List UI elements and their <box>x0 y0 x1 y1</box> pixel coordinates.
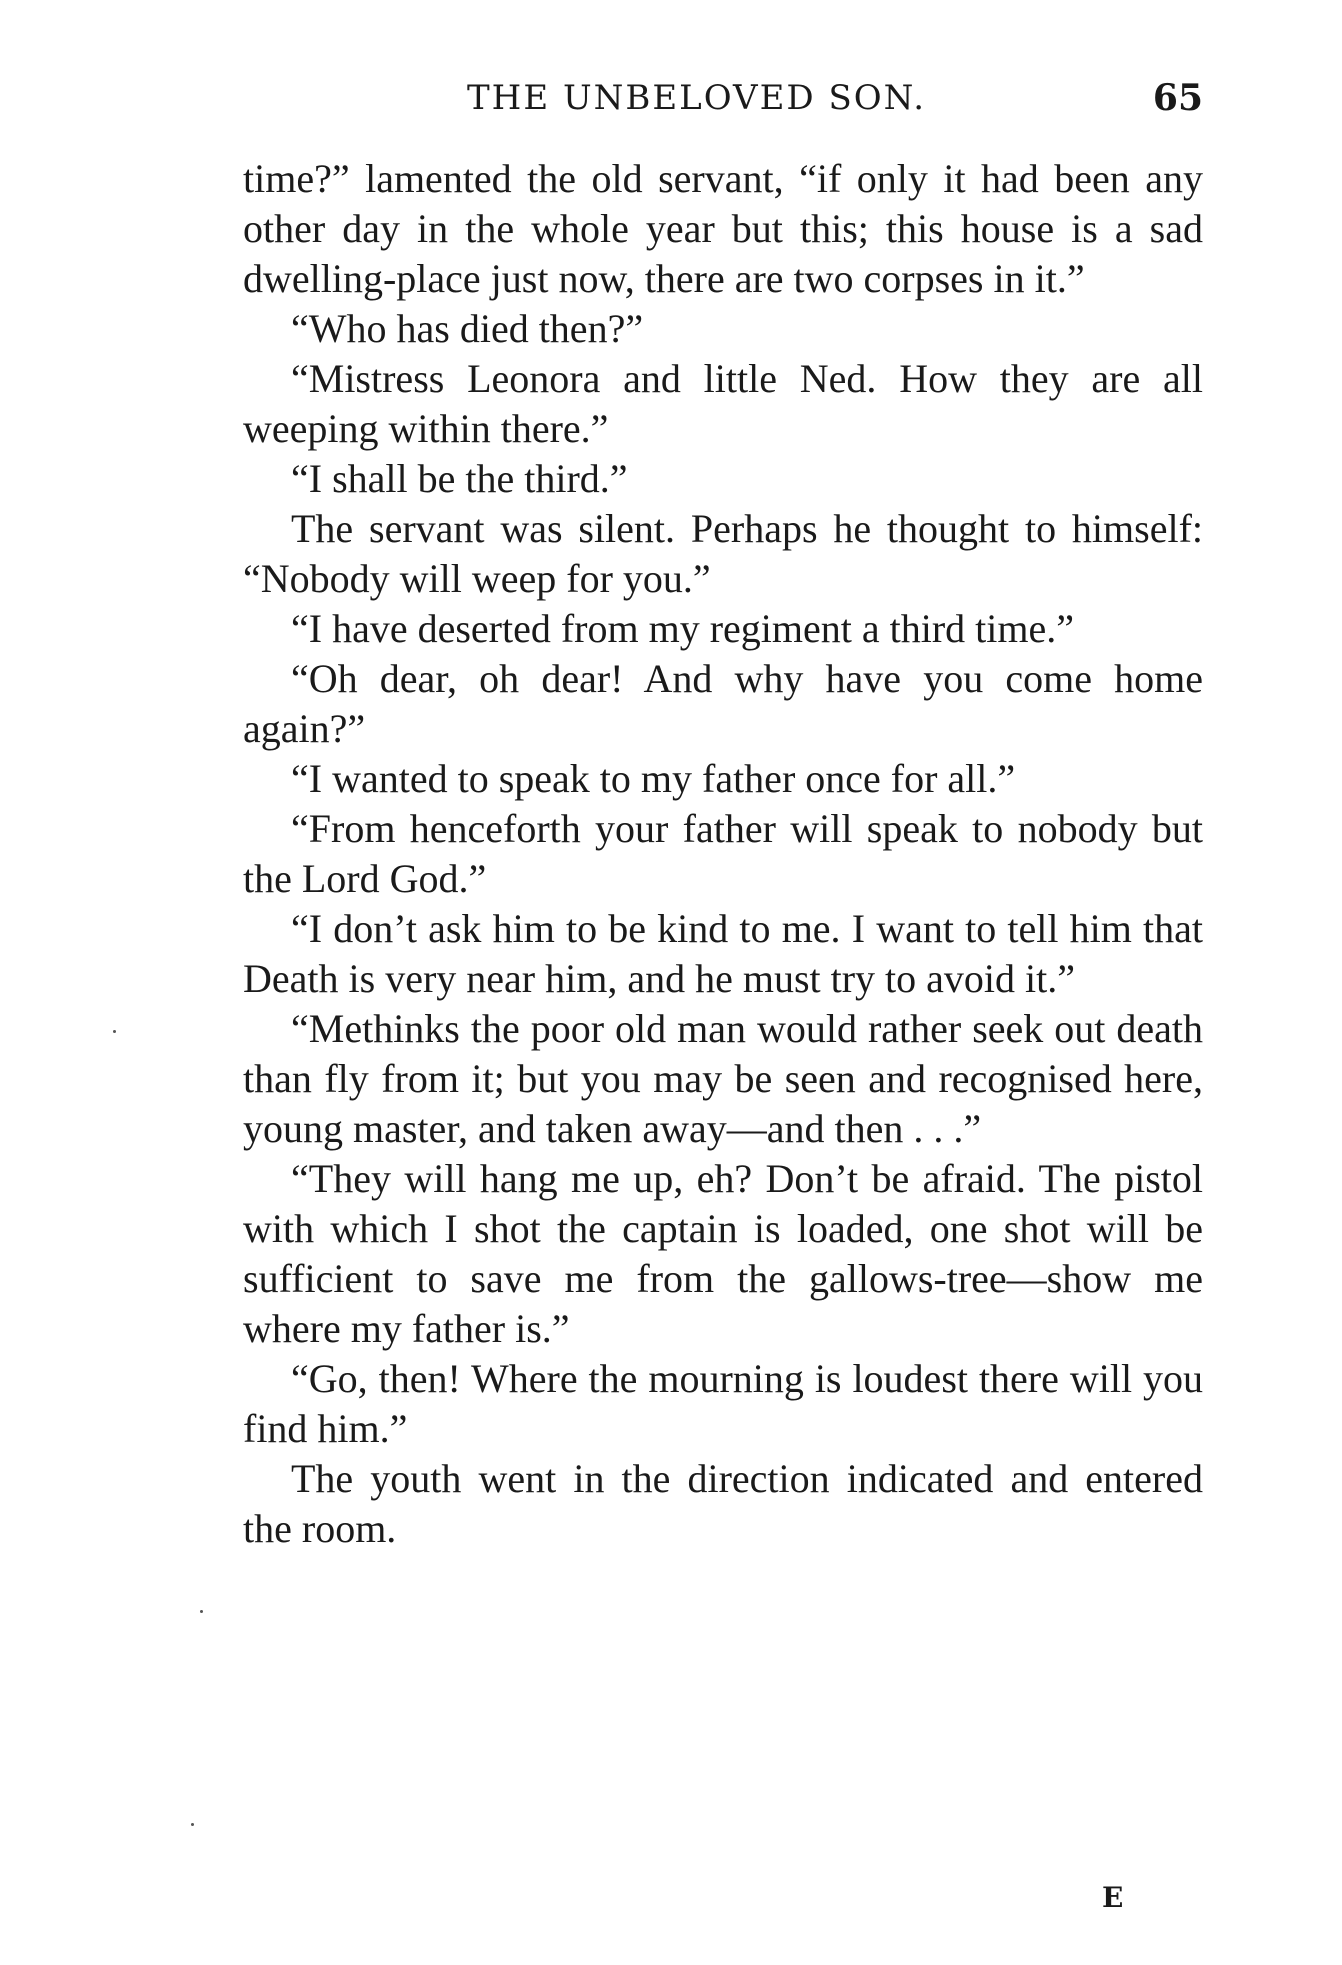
paragraph: “Who has died then?” <box>291 306 644 351</box>
paragraph: “They will hang me up, eh? Don’t be afraid. The pistol with which I shot the captain is loaded, one shot will be sufficient to save me from the gallows-tree—show me where my father is.” <box>243 1156 1203 1351</box>
paragraph: “Go, then! Where the mourning is loudest there will you find him.” <box>243 1356 1203 1451</box>
paragraph: “Oh dear, oh dear! And why have you come home again?” <box>243 656 1203 751</box>
dust-speck <box>200 1610 203 1613</box>
paragraph: time?” lamented the old servant, “if only it had been any other day in the whole year but this; this house is a sad dwelling-place just now, there are two corpses in it.” <box>243 156 1203 301</box>
signature-mark: E <box>1102 1881 1124 1914</box>
body-text <box>243 154 1203 1554</box>
paragraph: “Methinks the poor old man would rather seek out death than fly from it; but you may be seen and recognised here, young master, and taken away—and then . . .” <box>243 1006 1203 1151</box>
paragraph: The youth went in the direction indicated and entered the room. <box>243 1456 1203 1551</box>
dust-speck <box>191 1823 194 1826</box>
dust-speck <box>113 1030 116 1033</box>
paragraph: “I don’t ask him to be kind to me. I want to tell him that Death is very near him, and he must try to avoid it.” <box>243 906 1203 1001</box>
running-title: THE UNBELOVED SON. <box>467 78 927 118</box>
paragraph: “I have deserted from my regiment a third time.” <box>291 606 1075 651</box>
paragraph: “Mistress Leonora and little Ned. How they are all weeping within there.” <box>243 356 1203 451</box>
page-number: 65 <box>1152 77 1203 119</box>
paragraph: “I wanted to speak to my father once for all.” <box>291 756 1016 801</box>
paragraph: “I shall be the third.” <box>291 456 628 501</box>
running-head <box>243 72 1203 124</box>
paragraph: “From henceforth your father will speak to nobody but the Lord God.” <box>243 806 1203 901</box>
paragraph: The servant was silent. Perhaps he thought to himself: “Nobody will weep for you.” <box>243 506 1203 601</box>
